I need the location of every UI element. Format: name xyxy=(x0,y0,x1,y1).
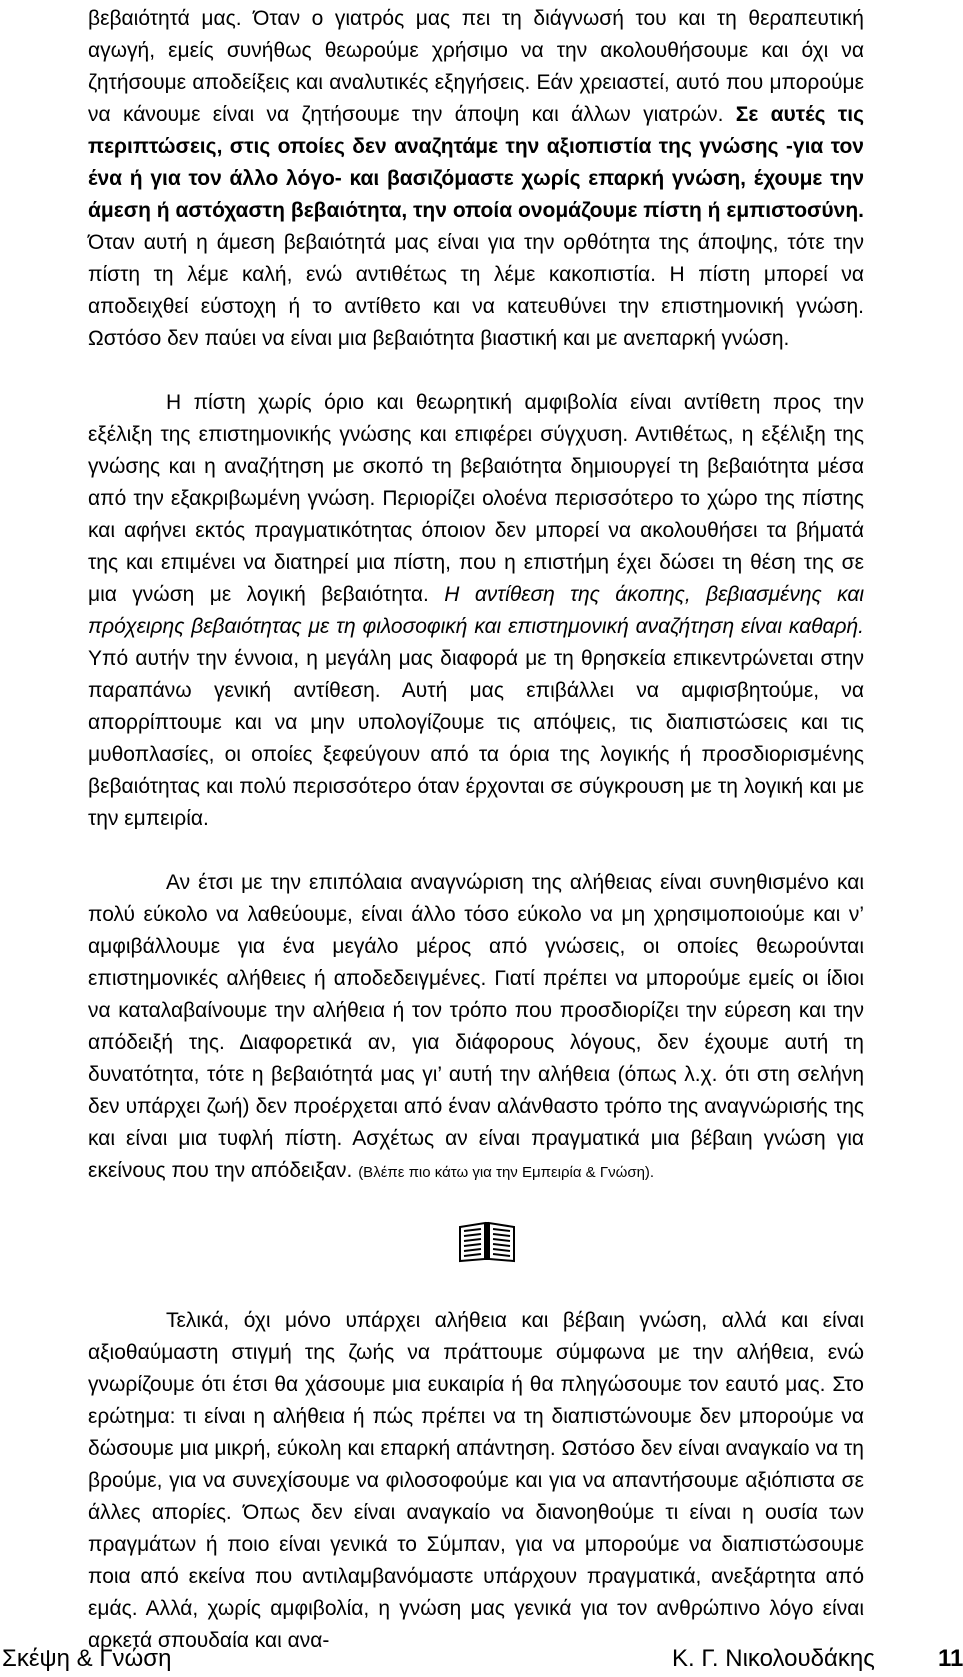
page-footer xyxy=(0,1637,963,1677)
paragraph-3 xyxy=(88,867,864,1189)
page-number: 11 xyxy=(938,1645,963,1672)
page-content xyxy=(88,3,864,1657)
paragraph-2-text-b: Υπό αυτήν την έννοια, η μεγάλη μας διαφορά με τη θρησκεία επικεντρώνεται στην παραπάνω γενική αντίθεση. Αυτή μας επιβάλλει να αμφισβητούμε, να απορρίπτουμε και να μην υπολογίζουμε τις απόψεις, τις διαπιστώσεις και τις μυθοπλασίες, οι οποίες ξεφεύγουν από τα όρια της λογικής ή προσδιορισμένης βεβαιότητας και πολύ περισσότερο όταν έρχονται σε σύγκρουση με τη λογική και με την εμπειρία. xyxy=(88,647,864,830)
paragraph-4-text: Τελικά, όχι μόνο υπάρχει αλήθεια και βέβαιη γνώση, αλλά και είναι αξιοθαύμαστη στιγμή της ζωής να πράττουμε σύμφωνα με την αλήθεια, ενώ γνωρίζουμε ότι έτσι θα χάσουμε μια ευκαιρία ή θα πληγώσουμε τον εαυτό μας. Στο ερώτημα: τι είναι η αλήθεια ή πώς πρέπει να τη διαπιστώνουμε δεν μπορούμε να δώσουμε μια μικρή, εύκολη και επαρκή απάντηση. Ωστόσο δεν είναι αναγκαίο να τη βρούμε, για να συνεχίσουμε να φιλοσοφούμε και για να απαντήσουμε αξιόπιστα σε άλλες απορίες. Όπως δεν είναι αναγκαίο να διανοηθούμε τι είναι η ουσία των πραγμάτων ή ποιο είναι γενικά το Σύμπαν, για να μπορούμε να διαπιστώσουμε ποια από εκείνα που αντιλαμβανόμαστε υπάρχουν πραγματικά, ανεξάρτητα από εμάς. Αλλά, χωρίς αμφιβολία, η γνώση μας γενικά για τον ανθρώπινο λόγο είναι αρκετά σπουδαία και ανα- xyxy=(88,1309,864,1652)
paragraph-1 xyxy=(88,3,864,355)
paragraph-3-text: Αν έτσι με την επιπόλαια αναγνώριση της αλήθειας είναι συνηθισμένο και πολύ εύκολο να λαθεύουμε, είναι άλλο τόσο εύκολο να μη χρησιμοποιούμε και ν’ αμφιβάλλουμε για ένα μεγάλο μέρος από γνώσεις, οι οποίες θεωρούνται επιστημονικές αλήθειες ή αποδεδειγμένες. Γιατί πρέπει να μπορούμε εμείς οι ίδιοι να καταλαβαίνουμε την αλήθεια ή τον τρόπο που προσδιορίζει την εύρεση και την απόδειξή της. Διαφορετικά αν, για διάφορους λόγους, δεν έχουμε αυτή τη δυνατότητα, τότε η βεβαιότητά μας γι’ αυτή την αλήθεια (όπως λ.χ. ότι στη σελήνη δεν υπάρχει ζωή) δεν προέρχεται από έναν αλάνθαστο τρόπο της αναγνώρισής της και είναι μια τυφλή πίστη. Ασχέτως αν είναι πραγματικά μια βέβαιη γνώση για εκείνους που την απόδειξαν. xyxy=(88,871,864,1182)
paragraph-1-bold-definition: Σε αυτές τις περιπτώσεις, στις οποίες δεν αναζητάμε την αξιοπιστία της γνώσης -για τον ένα ή για τον άλλο λόγο- και βασιζόμαστε χωρίς επαρκή γνώση, έχουμε την άμεση ή αστόχαστη βεβαιότητα, την οποία ονομάζουμε πίστη ή εμπιστοσύνη. xyxy=(88,103,864,222)
paragraph-1-text-a: βεβαιότητά μας. Όταν ο γιατρός μας πει τη διάγνωσή του και τη θεραπευτική αγωγή, εμείς συνήθως θεωρούμε χρήσιμο να την ακολουθήσουμε και όχι να ζητήσουμε αποδείξεις και αναλυτικές εξηγήσεις. Εάν χρειαστεί, αυτό που μπορούμε να κάνουμε είναι να ζητήσουμε την άποψη και άλλων γιατρών. xyxy=(88,7,864,126)
paragraph-2-italic-sentence: Η αντίθεση της άκοπης, βεβιασμένης και πρόχειρης βεβαιότητας με τη φιλοσοφική και επιστημονική αναζήτηση είναι καθαρή. xyxy=(88,583,864,638)
paragraph-3-cross-reference: (Βλέπε πιο κάτω για την Εμπειρία & Γνώση). xyxy=(358,1164,655,1181)
paragraph-4 xyxy=(88,1305,864,1657)
paragraph-2-text-a: Η πίστη χωρίς όριο και θεωρητική αμφιβολία είναι αντίθετη προς την εξέλιξη της επιστημονικής γνώσης και επιφέρει σύγχυση. Αντιθέτως, η εξέλιξη της γνώσης και η αναζήτηση με σκοπό τη βεβαιότητα δημιουργεί τη βεβαιότητα μέσα από την εξακριβωμένη γνώση. Περιορίζει ολοένα περισσότερο το χώρο της πίστης και αφήνει εκτός πραγματικότητας όποιον δεν μπορεί να ακολουθήσει τα βήματά της και επιμένει να διατηρεί μια πίστη, που η επιστήμη έχει δώσει τη θέση της σε μια γνώση με λογική βεβαιότητα. xyxy=(88,391,864,606)
paragraph-1-text-b: Όταν αυτή η άμεση βεβαιότητά μας είναι για την ορθότητα της άποψης, τότε την πίστη τη λέμε καλή, ενώ αντιθέτως τη λέμε κακοπιστία. Η πίστη μπορεί να αποδειχθεί εύστοχη ή το αντίθετο και να κατευθύνει την επιστημονική γνώση. Ωστόσο δεν παύει να είναι μια βεβαιότητα βιαστική και με ανεπαρκή γνώση. xyxy=(88,231,864,350)
footer-author: Κ. Γ. Νικολουδάκης xyxy=(672,1645,875,1672)
paragraph-2 xyxy=(88,387,864,835)
footer-book-title: Σκέψη & Γνώση xyxy=(2,1645,172,1672)
open-book-icon xyxy=(458,1219,516,1263)
section-ornament xyxy=(88,1189,864,1305)
